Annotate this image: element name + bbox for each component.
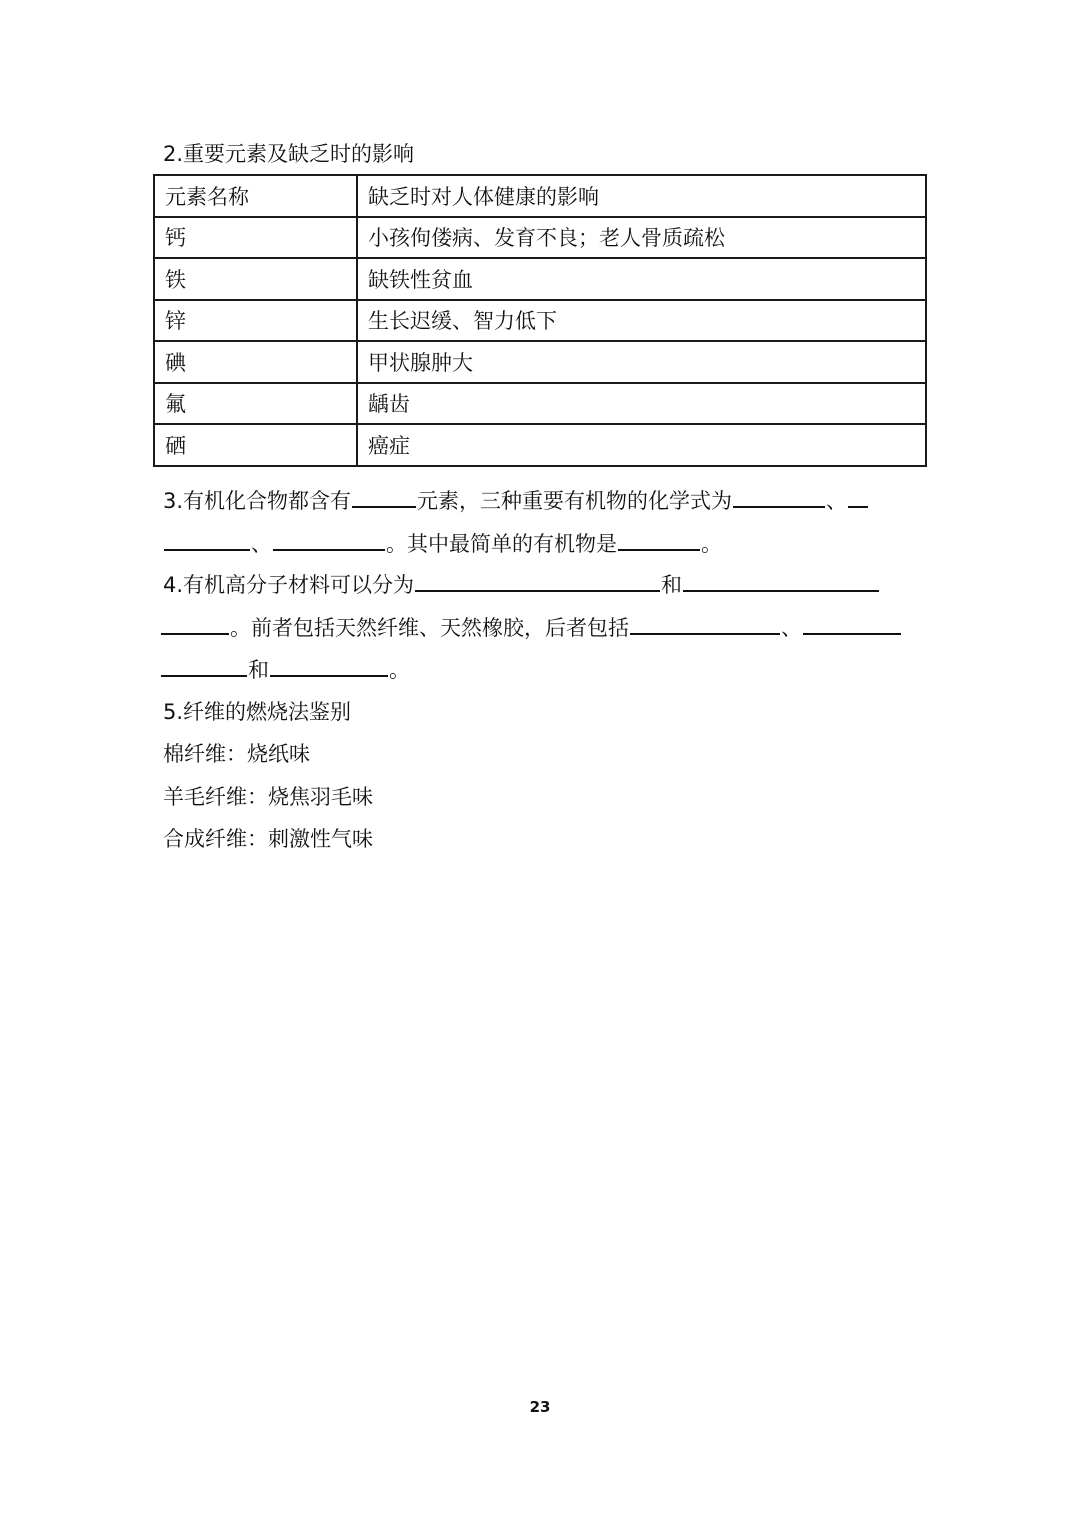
- answer-blank[interactable]: [352, 488, 416, 508]
- answer-blank[interactable]: [848, 488, 868, 508]
- question-4-line-3: [160, 657, 410, 683]
- effect-cell: 甲状腺肿大: [357, 341, 926, 383]
- question-4-text: 和: [248, 658, 269, 682]
- answer-blank[interactable]: [683, 572, 879, 592]
- element-cell: 锌: [154, 300, 357, 342]
- question-4-line-2: [160, 615, 902, 641]
- effect-cell: 癌症: [357, 424, 926, 466]
- answer-blank[interactable]: [803, 615, 901, 635]
- element-deficiency-table: [153, 174, 927, 467]
- answer-blank[interactable]: [161, 615, 229, 635]
- question-3-text: 元素，三种重要有机物的化学式为: [417, 489, 733, 513]
- table-row: [154, 258, 926, 300]
- section-2-title: 2.重要元素及缺乏时的影响: [163, 142, 415, 166]
- table-row: [154, 300, 926, 342]
- question-3-text: 。: [701, 532, 722, 556]
- element-cell: 硒: [154, 424, 357, 466]
- element-cell: 铁: [154, 258, 357, 300]
- header-deficiency-effect: 缺乏时对人体健康的影响: [357, 175, 926, 217]
- fiber-test-item: 棉纤维：烧纸味: [163, 742, 310, 766]
- question-3-line-1: [163, 488, 869, 514]
- question-4-line-1: [163, 572, 880, 598]
- table-row: [154, 424, 926, 466]
- question-4-text: 。前者包括天然纤维、天然橡胶，后者包括: [230, 616, 629, 640]
- element-cell: 碘: [154, 341, 357, 383]
- effect-cell: 龋齿: [357, 383, 926, 425]
- page-number: 23: [529, 1398, 551, 1416]
- header-element-name: 元素名称: [154, 175, 357, 217]
- table-row: [154, 217, 926, 259]
- element-cell: 氟: [154, 383, 357, 425]
- question-3-text: 、: [251, 532, 272, 556]
- answer-blank[interactable]: [273, 531, 385, 551]
- table-header-row: [154, 175, 926, 217]
- element-cell: 钙: [154, 217, 357, 259]
- answer-blank[interactable]: [415, 572, 660, 592]
- fiber-test-item: 合成纤维：刺激性气味: [163, 827, 373, 851]
- answer-blank[interactable]: [618, 531, 700, 551]
- answer-blank[interactable]: [270, 657, 388, 677]
- effect-cell: 小孩佝偻病、发育不良；老人骨质疏松: [357, 217, 926, 259]
- question-4-text: 4.有机高分子材料可以分为: [163, 573, 415, 597]
- answer-blank[interactable]: [733, 488, 825, 508]
- question-4-text: 、: [781, 616, 802, 640]
- fiber-test-item: 羊毛纤维：烧焦羽毛味: [163, 785, 373, 809]
- section-5-title: 5.纤维的燃烧法鉴别: [163, 700, 352, 724]
- question-4-text: 和: [661, 573, 683, 597]
- question-3-text: 3.有机化合物都含有: [163, 489, 352, 513]
- question-4-text: 。: [389, 658, 410, 682]
- question-3-line-2: [163, 531, 722, 557]
- table-row: [154, 341, 926, 383]
- table-row: [154, 383, 926, 425]
- effect-cell: 缺铁性贫血: [357, 258, 926, 300]
- effect-cell: 生长迟缓、智力低下: [357, 300, 926, 342]
- answer-blank[interactable]: [161, 657, 247, 677]
- question-3-text: 。其中最简单的有机物是: [386, 532, 617, 556]
- question-3-text: 、: [826, 489, 848, 513]
- answer-blank[interactable]: [630, 615, 780, 635]
- answer-blank[interactable]: [164, 531, 250, 551]
